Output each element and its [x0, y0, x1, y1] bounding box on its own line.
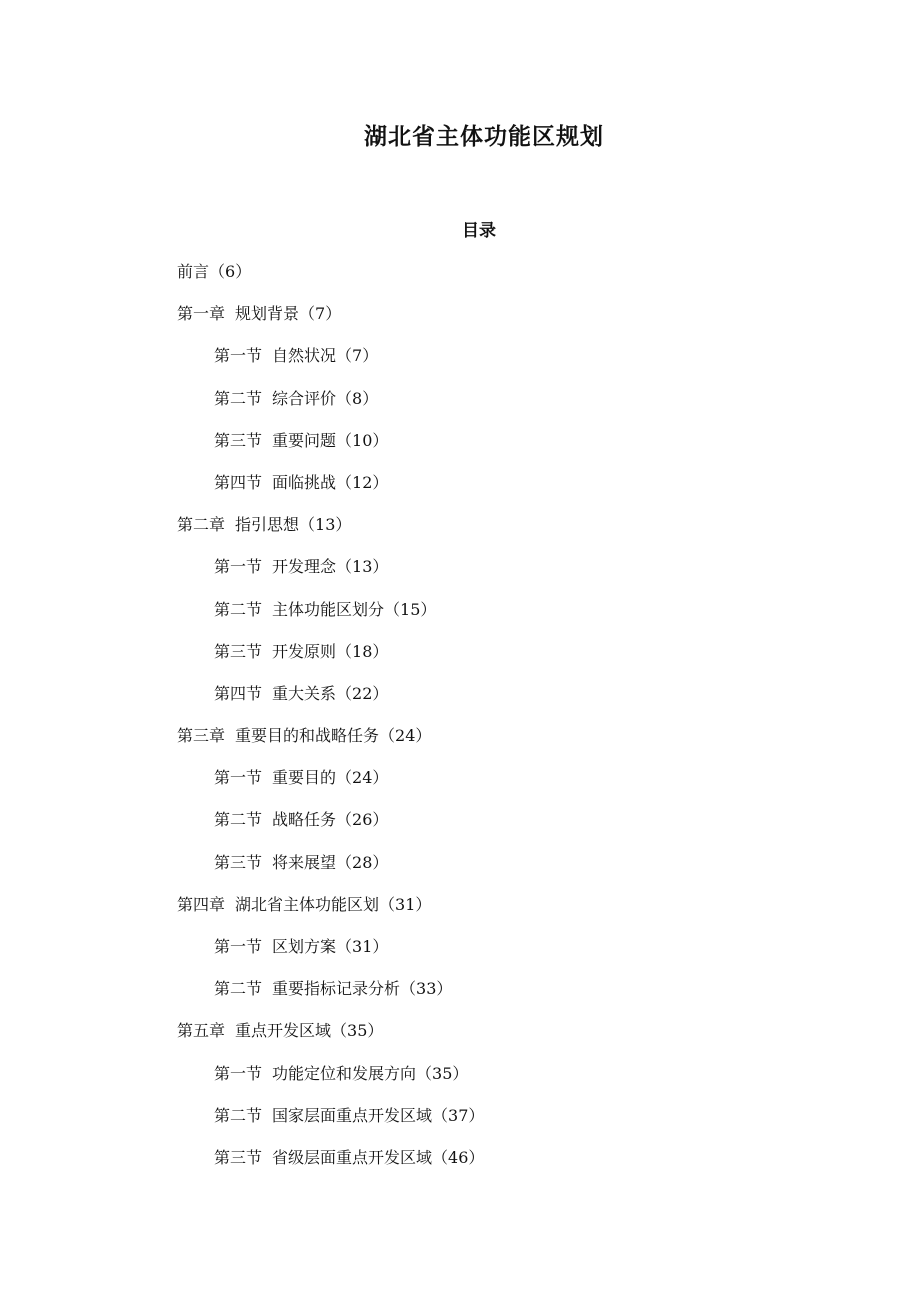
toc-section-entry [0, 1102, 920, 1144]
toc-entry-label: 第一节 [214, 768, 263, 788]
toc-entry-page-number: （13） [336, 557, 389, 577]
toc-entry-label: 第二节 [214, 599, 263, 619]
table-of-contents [0, 258, 920, 1186]
toc-entry-title: 湖北省主体功能区划 [235, 894, 380, 914]
toc-section-entry [0, 680, 920, 722]
toc-entry-page-number: （15） [384, 599, 437, 619]
toc-chapter-entry [0, 1017, 920, 1059]
toc-entry-title: 功能定位和发展方向 [272, 1063, 417, 1083]
toc-entry-title: 区划方案 [272, 937, 337, 956]
toc-section-entry [0, 975, 920, 1017]
toc-section-entry [0, 385, 920, 427]
toc-section-entry [0, 553, 920, 595]
toc-entry-page-number: （28） [336, 852, 389, 872]
toc-entry-page-number: （7） [336, 346, 379, 366]
toc-chapter-entry [0, 258, 920, 300]
toc-entry-title: 自然状况 [272, 346, 337, 366]
toc-entry-page-number: （24） [379, 726, 432, 746]
toc-entry-title: 重要目的 [272, 768, 337, 788]
toc-heading: 目录 [462, 221, 496, 241]
toc-entry-label: 第四节 [214, 683, 263, 703]
toc-entry-label: 第二节 [214, 1105, 263, 1125]
toc-section-entry [0, 342, 920, 384]
toc-entry-label: 第三节 [214, 852, 263, 872]
toc-entry-label: 第二节 [214, 810, 263, 830]
toc-section-entry [0, 764, 920, 806]
toc-chapter-entry [0, 722, 920, 764]
toc-entry-label: 第一节 [214, 557, 263, 577]
toc-section-entry [0, 596, 920, 638]
toc-entry-label: 第三节 [214, 1147, 263, 1167]
toc-entry-label: 第一节 [214, 1063, 263, 1083]
toc-entry-label: 第二节 [214, 979, 263, 999]
toc-entry-page-number: （35） [416, 1063, 469, 1083]
toc-entry-title: 重要指标记录分析 [272, 979, 401, 999]
toc-entry-page-number: （31） [379, 894, 432, 914]
toc-entry-title: 重大关系 [272, 683, 337, 703]
toc-entry-page-number: （24） [336, 768, 389, 788]
toc-entry-title: 重要目的和战略任务 [235, 726, 380, 746]
toc-entry-label: 第一节 [214, 346, 263, 366]
toc-entry-page-number: （46） [432, 1147, 485, 1167]
toc-entry-title: 重要问题 [272, 430, 337, 450]
toc-entry-label: 第三节 [214, 641, 263, 661]
toc-entry-title: 国家层面重点开发区域 [272, 1105, 433, 1125]
toc-entry-title: 综合评价 [272, 388, 337, 408]
toc-entry-label: 前言 [177, 262, 210, 281]
toc-entry-title: 主体功能区划分 [272, 599, 385, 619]
toc-entry-title: 重点开发区域 [235, 1021, 332, 1041]
toc-section-entry [0, 849, 920, 891]
toc-entry-label: 第四节 [214, 472, 263, 492]
toc-entry-title: 省级层面重点开发区域 [272, 1147, 433, 1167]
toc-entry-label: 第一章 [177, 304, 226, 324]
toc-section-entry [0, 1060, 920, 1102]
toc-entry-label: 第五章 [177, 1021, 226, 1041]
toc-entry-label: 第二章 [177, 515, 226, 535]
toc-entry-title: 开发理念 [272, 557, 337, 577]
document-title: 湖北省主体功能区规划 [364, 124, 604, 150]
toc-entry-page-number: （33） [400, 979, 453, 999]
toc-entry-title: 面临挑战 [272, 472, 337, 492]
toc-entry-label: 第一节 [214, 937, 263, 956]
toc-entry-page-number: （31） [336, 937, 389, 956]
toc-entry-page-number: （10） [336, 430, 389, 450]
toc-entry-page-number: （35） [331, 1021, 384, 1041]
toc-entry-page-number: （37） [432, 1105, 485, 1125]
toc-entry-label: 第四章 [177, 894, 226, 914]
toc-entry-page-number: （6） [209, 262, 252, 281]
toc-chapter-entry [0, 891, 920, 933]
toc-entry-title: 规划背景 [235, 304, 300, 324]
toc-chapter-entry [0, 300, 920, 342]
toc-entry-title: 将来展望 [272, 852, 337, 872]
toc-entry-page-number: （7） [299, 304, 342, 324]
toc-entry-page-number: （13） [299, 515, 352, 535]
toc-section-entry [0, 469, 920, 511]
toc-entry-page-number: （18） [336, 641, 389, 661]
toc-entry-page-number: （22） [336, 683, 389, 703]
toc-entry-title: 指引思想 [235, 515, 300, 535]
toc-entry-label: 第三章 [177, 726, 226, 746]
toc-entry-title: 开发原则 [272, 641, 337, 661]
toc-section-entry [0, 638, 920, 680]
toc-section-entry [0, 933, 920, 975]
toc-section-entry [0, 806, 920, 848]
toc-entry-page-number: （26） [336, 810, 389, 830]
toc-section-entry [0, 427, 920, 469]
toc-entry-page-number: （8） [336, 388, 379, 408]
toc-entry-label: 第三节 [214, 430, 263, 450]
toc-entry-page-number: （12） [336, 472, 389, 492]
toc-section-entry [0, 1144, 920, 1186]
toc-entry-label: 第二节 [214, 388, 263, 408]
toc-chapter-entry [0, 511, 920, 553]
toc-entry-title: 战略任务 [272, 810, 337, 830]
